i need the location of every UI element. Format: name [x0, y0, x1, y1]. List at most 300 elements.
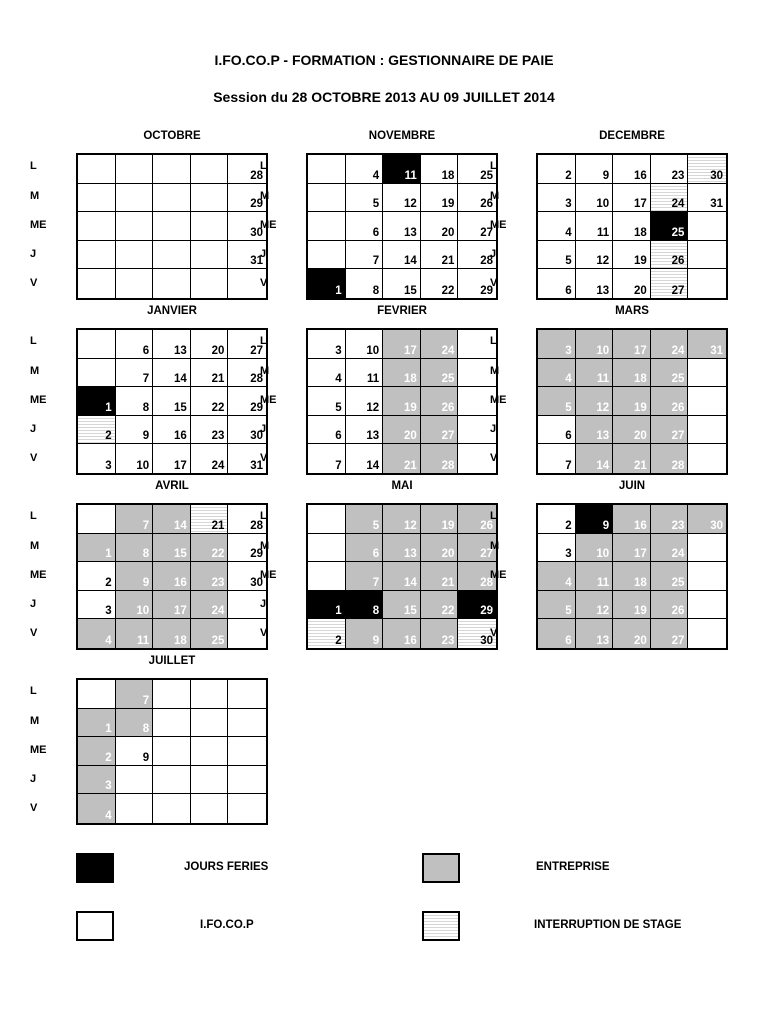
day-label: L [490, 510, 497, 522]
day-cell [651, 619, 689, 648]
day-number: 25 [480, 169, 493, 182]
day-number: 24 [211, 460, 225, 472]
day-cell [613, 269, 651, 298]
empty-cell [191, 737, 229, 766]
day-cell [191, 505, 229, 534]
day-number: 12 [404, 198, 417, 211]
day-label: L [30, 510, 37, 522]
day-cell [346, 444, 384, 473]
day-number: 5 [565, 255, 572, 268]
empty-cell [78, 269, 116, 298]
day-number: 2 [105, 751, 112, 764]
day-cell [538, 619, 576, 648]
day-label: ME [30, 394, 47, 406]
day-cell [421, 269, 459, 298]
day-cell [78, 619, 116, 648]
day-number: 2 [335, 635, 342, 647]
empty-cell [191, 184, 229, 213]
day-cell [651, 155, 689, 184]
day-number: 15 [404, 285, 417, 297]
day-number: 11 [367, 373, 380, 386]
day-label: J [30, 423, 37, 435]
day-number: 9 [372, 635, 380, 647]
day-number: 7 [372, 576, 380, 589]
day-number: 14 [174, 519, 187, 532]
day-cell [153, 330, 191, 359]
day-cell [538, 534, 576, 563]
day-cell [688, 330, 726, 359]
day-label: J [30, 598, 37, 610]
month-grid [76, 153, 268, 300]
day-number: 17 [404, 344, 417, 357]
day-number: 26 [671, 255, 685, 268]
day-number: 11 [597, 226, 610, 239]
day-number: 1 [105, 401, 112, 414]
day-cell [116, 709, 154, 738]
day-number: 30 [710, 519, 723, 532]
day-number: 18 [174, 635, 187, 647]
day-number: 3 [565, 344, 572, 357]
day-cell [308, 444, 346, 473]
day-number: 19 [441, 198, 455, 211]
empty-cell [153, 269, 191, 298]
day-cell [78, 534, 116, 563]
day-cell [346, 416, 384, 445]
day-number: 28 [250, 373, 263, 386]
day-number: 5 [565, 401, 572, 414]
day-cell [651, 359, 689, 388]
day-number: 29 [480, 605, 493, 618]
day-number: 26 [671, 605, 685, 618]
day-number: 11 [597, 373, 610, 386]
day-cell [308, 416, 346, 445]
day-number: 14 [404, 576, 417, 589]
day-cell [651, 591, 689, 620]
empty-cell [116, 269, 154, 298]
day-number: 3 [105, 460, 112, 472]
day-cell [421, 562, 459, 591]
day-label: ME [490, 219, 507, 231]
day-cell [651, 534, 689, 563]
day-cell [576, 155, 614, 184]
day-number: 22 [441, 605, 455, 618]
day-number: 28 [250, 169, 263, 182]
day-number: 7 [335, 460, 342, 472]
day-number: 13 [174, 344, 187, 357]
day-cell [613, 184, 651, 213]
day-cell [191, 330, 229, 359]
empty-cell [78, 505, 116, 534]
day-label: ME [260, 569, 277, 581]
day-number: 26 [480, 519, 493, 532]
day-number: 29 [480, 285, 493, 297]
day-cell [576, 359, 614, 388]
empty-cell [228, 737, 266, 766]
day-cell [78, 709, 116, 738]
month-grid [306, 328, 498, 475]
day-number: 30 [710, 169, 723, 182]
day-cell [78, 766, 116, 795]
empty-cell [688, 359, 726, 388]
day-number: 16 [404, 635, 417, 647]
empty-cell [688, 269, 726, 298]
empty-cell [191, 155, 229, 184]
day-cell [191, 619, 229, 648]
day-cell [116, 359, 154, 388]
empty-cell [688, 387, 726, 416]
day-cell [613, 155, 651, 184]
day-number: 6 [565, 430, 572, 443]
day-number: 17 [634, 344, 647, 357]
day-cell [576, 619, 614, 648]
empty-cell [308, 505, 346, 534]
day-number: 16 [174, 430, 187, 443]
day-cell [688, 505, 726, 534]
day-cell [116, 534, 154, 563]
day-cell [613, 359, 651, 388]
day-cell [191, 534, 229, 563]
day-cell [613, 562, 651, 591]
empty-cell [78, 155, 116, 184]
day-cell [538, 591, 576, 620]
day-number: 29 [250, 198, 263, 211]
day-number: 27 [480, 226, 493, 239]
day-cell [153, 359, 191, 388]
empty-cell [153, 212, 191, 241]
day-number: 24 [211, 605, 225, 618]
day-label: L [30, 335, 37, 347]
day-cell [116, 416, 154, 445]
day-number: 30 [250, 430, 263, 443]
day-number: 21 [441, 255, 455, 268]
day-number: 7 [142, 694, 150, 707]
day-cell [191, 444, 229, 473]
day-cell [538, 359, 576, 388]
day-number: 4 [372, 169, 380, 182]
day-number: 24 [441, 344, 455, 357]
month-grid [306, 503, 498, 650]
empty-cell [308, 212, 346, 241]
day-cell [613, 387, 651, 416]
day-number: 5 [335, 401, 342, 414]
day-cell [576, 591, 614, 620]
day-cell [421, 591, 459, 620]
day-number: 4 [565, 226, 572, 239]
day-cell [421, 359, 459, 388]
day-cell [383, 241, 421, 270]
day-number: 2 [105, 576, 112, 589]
day-cell [688, 155, 726, 184]
day-cell [383, 619, 421, 648]
day-cell [651, 330, 689, 359]
empty-cell [78, 212, 116, 241]
day-number: 3 [105, 780, 112, 793]
day-cell [116, 505, 154, 534]
day-cell [383, 534, 421, 563]
empty-cell [153, 737, 191, 766]
day-cell [576, 330, 614, 359]
day-cell [613, 330, 651, 359]
empty-cell [308, 241, 346, 270]
day-cell [116, 562, 154, 591]
day-label: L [30, 160, 37, 172]
empty-cell [688, 444, 726, 473]
day-number: 27 [671, 430, 685, 443]
day-cell [421, 416, 459, 445]
day-number: 28 [480, 576, 493, 589]
day-cell [383, 444, 421, 473]
day-label: M [30, 540, 40, 552]
empty-cell [688, 591, 726, 620]
day-number: 1 [335, 285, 342, 297]
empty-cell [191, 269, 229, 298]
day-cell [153, 444, 191, 473]
day-cell [576, 534, 614, 563]
day-cell [346, 619, 384, 648]
day-number: 20 [441, 226, 455, 239]
day-number: 14 [404, 255, 417, 268]
day-cell [538, 241, 576, 270]
day-label: V [260, 277, 268, 289]
month-name: JUIN [618, 480, 646, 492]
empty-cell [688, 416, 726, 445]
day-number: 23 [211, 430, 225, 443]
day-number: 27 [441, 430, 455, 443]
empty-cell [116, 184, 154, 213]
day-number: 23 [671, 519, 685, 532]
day-number: 19 [634, 401, 647, 414]
day-label: ME [30, 744, 47, 756]
day-number: 11 [597, 576, 610, 589]
day-number: 1 [335, 605, 342, 618]
day-label: J [260, 248, 267, 260]
day-cell [383, 330, 421, 359]
day-number: 9 [142, 430, 150, 443]
day-label: M [260, 540, 270, 552]
day-label: ME [30, 569, 47, 581]
day-cell [78, 737, 116, 766]
day-cell [346, 505, 384, 534]
day-number: 16 [634, 519, 647, 532]
day-cell [346, 155, 384, 184]
day-cell [538, 155, 576, 184]
day-label: M [490, 190, 500, 202]
empty-cell [688, 241, 726, 270]
month-grid [76, 503, 268, 650]
empty-cell [688, 534, 726, 563]
day-number: 5 [372, 519, 380, 532]
day-cell [576, 505, 614, 534]
day-cell [346, 359, 384, 388]
day-number: 4 [105, 810, 112, 822]
month-grid [536, 503, 728, 650]
day-number: 1 [105, 548, 112, 561]
day-number: 10 [366, 344, 380, 357]
day-number: 26 [441, 401, 455, 414]
session-subtitle: Session du 28 OCTOBRE 2013 AU 09 JUILLET 2014 [213, 89, 555, 105]
day-cell [116, 619, 154, 648]
day-cell [191, 416, 229, 445]
day-label: M [30, 190, 40, 202]
empty-cell [153, 241, 191, 270]
day-cell [538, 444, 576, 473]
empty-cell [153, 680, 191, 709]
month-grid [306, 153, 498, 300]
day-number: 26 [480, 198, 493, 211]
day-number: 6 [335, 430, 342, 443]
legend-label-feries: JOURS FERIES [184, 861, 269, 873]
day-cell [651, 505, 689, 534]
legend-swatch-interruption [422, 911, 460, 941]
empty-cell [78, 359, 116, 388]
day-cell [383, 269, 421, 298]
day-cell [383, 184, 421, 213]
day-cell [116, 680, 154, 709]
day-cell [421, 155, 459, 184]
empty-cell [191, 241, 229, 270]
day-number: 6 [565, 635, 572, 647]
day-number: 9 [142, 751, 150, 764]
month-name: OCTOBRE [143, 130, 201, 142]
empty-cell [153, 155, 191, 184]
day-number: 9 [142, 576, 150, 589]
document-title: I.FO.CO.P - FORMATION : GESTIONNAIRE DE PAIE [214, 52, 554, 68]
day-cell [346, 591, 384, 620]
day-cell [78, 387, 116, 416]
day-cell [651, 184, 689, 213]
empty-cell [688, 212, 726, 241]
day-label: ME [260, 219, 277, 231]
day-cell [78, 794, 116, 823]
day-number: 3 [565, 198, 572, 211]
day-number: 27 [671, 635, 685, 647]
day-cell [613, 505, 651, 534]
day-cell [651, 387, 689, 416]
day-number: 12 [596, 255, 610, 268]
day-label: V [260, 452, 268, 464]
day-cell [576, 212, 614, 241]
day-number: 17 [634, 198, 647, 211]
day-cell [538, 562, 576, 591]
day-number: 29 [250, 401, 263, 414]
day-number: 23 [441, 635, 455, 647]
day-number: 27 [480, 548, 493, 561]
day-number: 30 [250, 576, 263, 589]
empty-cell [78, 241, 116, 270]
day-number: 3 [335, 344, 342, 357]
day-number: 28 [250, 519, 263, 532]
empty-cell [228, 680, 266, 709]
day-cell [538, 184, 576, 213]
day-number: 8 [142, 401, 150, 414]
day-cell [651, 212, 689, 241]
day-number: 12 [366, 401, 380, 414]
day-cell [78, 562, 116, 591]
empty-cell [153, 794, 191, 823]
day-number: 15 [404, 605, 417, 618]
day-number: 31 [250, 255, 263, 268]
day-label: M [490, 540, 500, 552]
day-cell [78, 591, 116, 620]
day-number: 15 [174, 548, 187, 561]
day-number: 25 [671, 226, 685, 239]
day-label: L [490, 160, 497, 172]
day-cell [613, 444, 651, 473]
day-number: 18 [634, 373, 647, 386]
day-label: M [490, 365, 500, 377]
day-cell [153, 416, 191, 445]
day-number: 12 [596, 605, 610, 618]
day-number: 2 [105, 430, 112, 443]
day-number: 20 [634, 430, 647, 443]
day-cell [308, 619, 346, 648]
day-number: 19 [404, 401, 417, 414]
day-cell [576, 241, 614, 270]
day-cell [78, 416, 116, 445]
day-cell [421, 534, 459, 563]
month-grid [76, 678, 268, 825]
empty-cell [308, 155, 346, 184]
day-label: J [260, 423, 267, 435]
day-cell [383, 359, 421, 388]
day-cell [346, 330, 384, 359]
day-number: 25 [441, 373, 455, 386]
day-label: J [490, 423, 497, 435]
day-number: 8 [372, 285, 380, 297]
day-cell [576, 444, 614, 473]
month-name: DECEMBRE [599, 130, 665, 142]
empty-cell [153, 184, 191, 213]
day-number: 31 [250, 460, 263, 472]
day-number: 18 [634, 226, 647, 239]
day-cell [613, 619, 651, 648]
day-cell [153, 591, 191, 620]
day-cell [538, 387, 576, 416]
day-label: V [260, 627, 268, 639]
day-number: 4 [565, 373, 572, 386]
day-number: 17 [174, 460, 187, 472]
day-number: 17 [174, 605, 187, 618]
day-number: 21 [211, 519, 225, 532]
legend-label-interruption: INTERRUPTION DE STAGE [534, 919, 682, 931]
day-label: L [30, 685, 37, 697]
day-cell [421, 241, 459, 270]
day-number: 30 [250, 226, 263, 239]
empty-cell [78, 184, 116, 213]
day-label: ME [490, 394, 507, 406]
day-cell [421, 387, 459, 416]
month-name: JUILLET [148, 655, 196, 667]
day-number: 21 [211, 373, 225, 386]
day-label: ME [30, 219, 47, 231]
empty-cell [116, 241, 154, 270]
day-cell [421, 184, 459, 213]
day-label: J [260, 598, 267, 610]
day-label: ME [260, 394, 277, 406]
day-cell [651, 562, 689, 591]
day-number: 21 [441, 576, 455, 589]
day-number: 9 [602, 169, 610, 182]
day-cell [308, 330, 346, 359]
empty-cell [191, 680, 229, 709]
empty-cell [116, 212, 154, 241]
day-number: 19 [634, 605, 647, 618]
day-cell [308, 359, 346, 388]
day-cell [308, 387, 346, 416]
empty-cell [153, 766, 191, 795]
day-number: 8 [142, 723, 150, 736]
day-cell [153, 505, 191, 534]
